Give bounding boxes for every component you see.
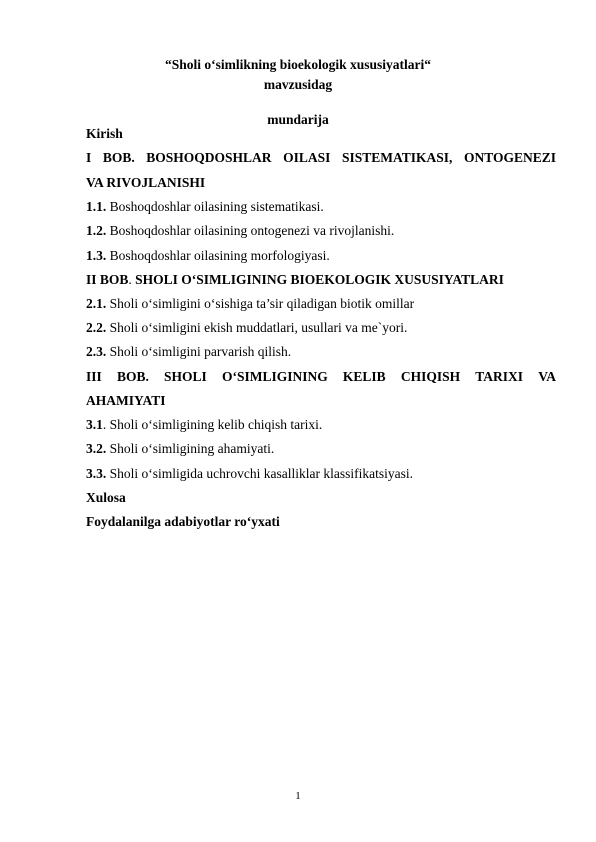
toc-chapter-3-title-line2: AHAMIYATI xyxy=(86,393,166,408)
toc-chapter-2-title xyxy=(86,272,556,288)
toc-item-text: Boshoqdoshlar oilasining sistematikasi. xyxy=(106,199,324,214)
word: CHIQISH xyxy=(400,369,461,384)
toc-intro: Kirish xyxy=(86,126,123,141)
word: ONTOGENEZI xyxy=(463,150,556,165)
contents-heading: mundarija xyxy=(267,112,329,127)
toc-item-3-2 xyxy=(86,441,556,457)
toc-item-1-2 xyxy=(86,223,556,239)
toc-conclusion: Xulosa xyxy=(86,490,126,505)
toc-chapter-1-title-line2: VA RIVOJLANISHI xyxy=(86,175,206,190)
word: SISTEMATIKASI, xyxy=(341,150,453,165)
toc-item-3-1 xyxy=(86,417,556,433)
toc-item-text: Sholi o‘simligini ekish muddatlari, usullari va me`yori. xyxy=(106,320,408,335)
toc-item-number: 3.3. xyxy=(86,466,107,481)
toc-item-text: Sholi o‘simligini parvarish qilish. xyxy=(106,344,292,359)
word: BOB. xyxy=(102,150,135,165)
chapter-label: II BOB xyxy=(86,272,129,287)
toc-item-number: 2.1. xyxy=(86,296,107,311)
word: III xyxy=(86,369,102,384)
word: SHOLI xyxy=(164,369,207,384)
toc-item-text: Sholi o‘simligining ahamiyati. xyxy=(106,441,275,456)
toc-chapter-1-title-line1 xyxy=(86,150,556,166)
document-title: “Sholi o‘simlikning bioekologik xususiyatlari“ xyxy=(165,57,431,72)
document-subtitle: mavzusidag xyxy=(263,77,333,92)
toc-item-number: 3.2. xyxy=(86,441,107,456)
toc-item-text: Boshoqdoshlar oilasining morfologiyasi. xyxy=(106,248,330,263)
word: BOB. xyxy=(116,369,149,384)
toc-references: Foydalanilga adabiyotlar ro‘yxati xyxy=(86,514,280,529)
toc-item-2-1 xyxy=(86,296,556,312)
word: KELIB xyxy=(342,369,386,384)
toc-item-1-3 xyxy=(86,248,556,264)
chapter-title: SHOLI O‘SIMLIGINING BIOEKOLOGIK XUSUSIYATLARI xyxy=(135,272,504,287)
toc-item-2-3 xyxy=(86,344,556,360)
word: BOSHOQDOSHLAR xyxy=(146,150,272,165)
toc-item-text: Boshoqdoshlar oilasining ontogenezi va rivojlanishi. xyxy=(106,223,395,238)
toc-item-number: 1.2. xyxy=(86,223,107,238)
toc-item-2-2 xyxy=(86,320,556,336)
toc-item-number: 1.3. xyxy=(86,248,107,263)
word: OILASI xyxy=(283,150,331,165)
toc-item-number: 2.3. xyxy=(86,344,107,359)
word: O‘SIMLIGINING xyxy=(221,369,328,384)
page-number: 1 xyxy=(295,790,301,802)
toc-chapter-3-title-line1 xyxy=(86,369,556,385)
toc-item-3-3 xyxy=(86,466,556,482)
toc-item-number: 2.2. xyxy=(86,320,107,335)
word: VA xyxy=(538,369,556,384)
toc-item-number: 3.1 xyxy=(86,417,103,432)
toc-item-number: 1.1. xyxy=(86,199,107,214)
toc-item-text: Sholi o‘simligida uchrovchi kasalliklar klassifikatsiyasi. xyxy=(106,466,413,481)
toc-item-text: Sholi o‘simligini o‘sishiga ta’sir qiladigan biotik omillar xyxy=(106,296,415,311)
word: TARIXI xyxy=(475,369,524,384)
chapter-separator: . xyxy=(128,272,136,287)
toc-item-1-1 xyxy=(86,199,556,215)
word: I xyxy=(86,150,92,165)
toc-item-text: . Sholi o‘simligining kelib chiqish tarixi. xyxy=(102,417,323,432)
